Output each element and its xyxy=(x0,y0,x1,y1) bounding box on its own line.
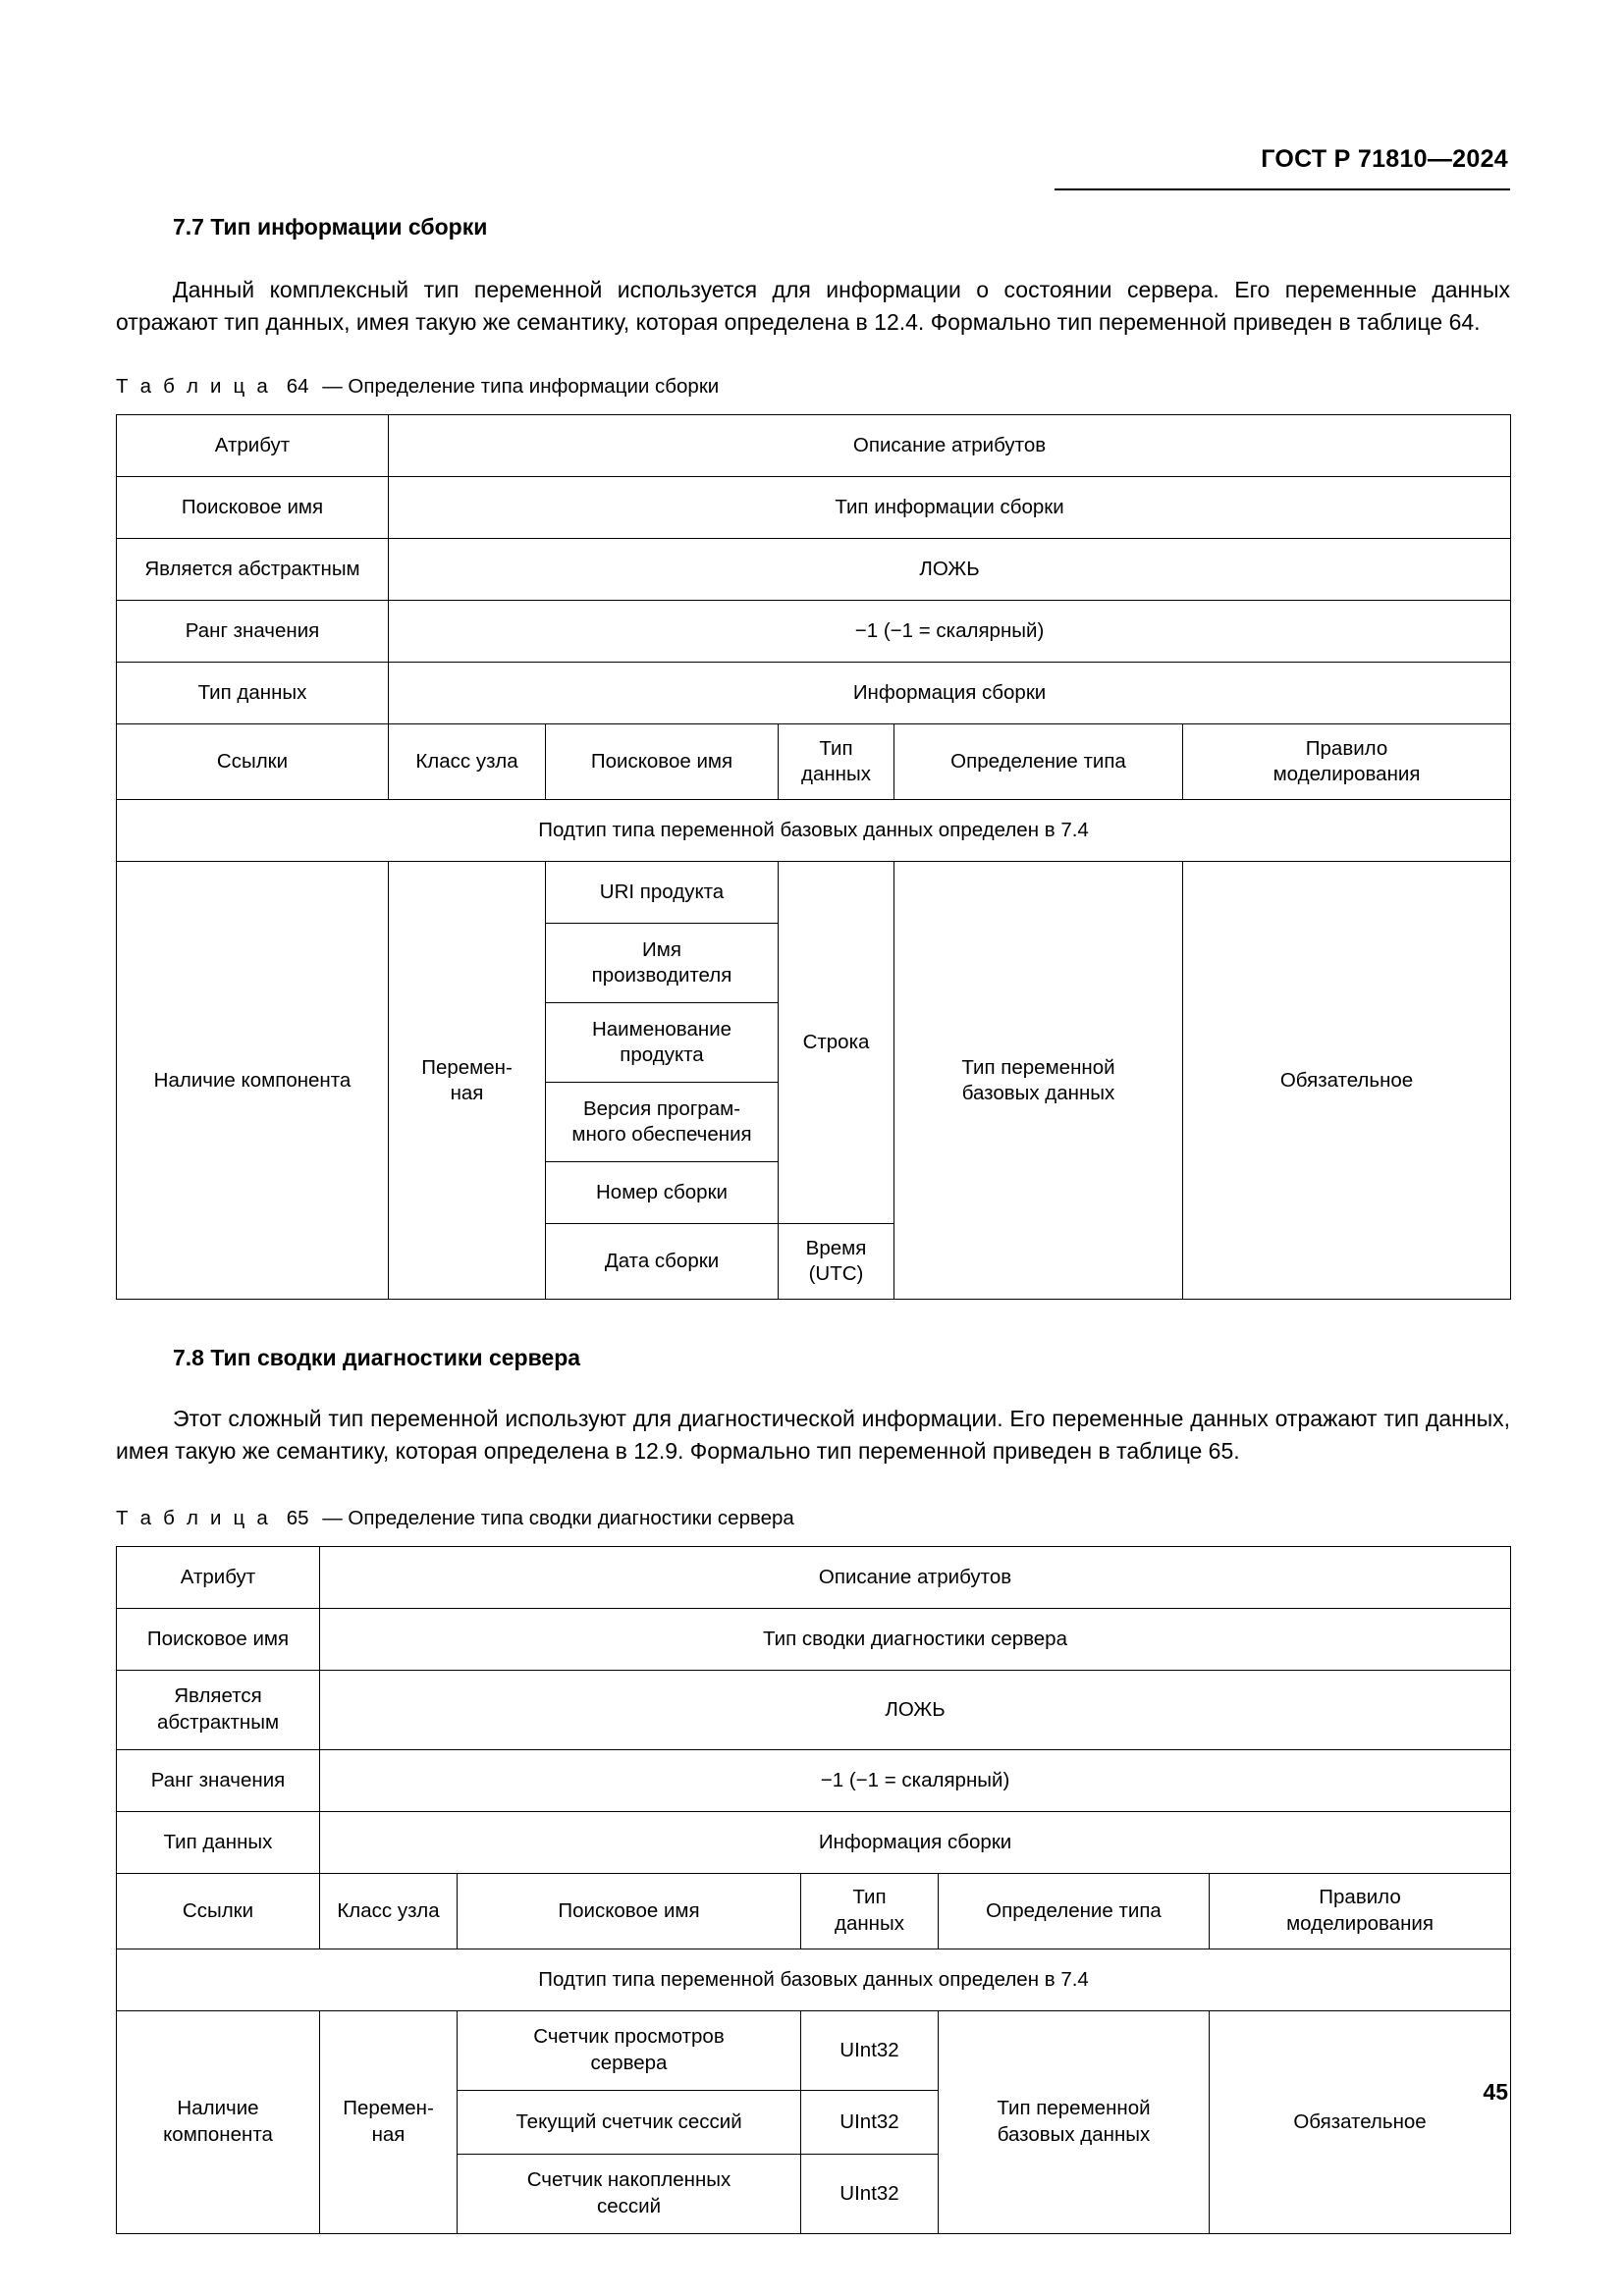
table-row xyxy=(117,1608,1511,1670)
table-65 xyxy=(116,1546,1511,2234)
node-class-line2: ная xyxy=(371,2122,406,2146)
data-type-line1: Время xyxy=(805,1237,867,1260)
subtype-note: Подтип типа переменной базовых данных определен в 7.4 xyxy=(117,800,1511,862)
modelling-rule-value: Обязательное xyxy=(1210,2010,1511,2233)
attr-label: Поисковое имя xyxy=(117,1608,320,1670)
subheader-browse-name: Поисковое имя xyxy=(546,724,779,800)
attr-value: −1 (−1 = скалярный) xyxy=(320,1749,1511,1811)
type-definition-line2: базовых данных xyxy=(961,1081,1115,1104)
component-label-line2: компонента xyxy=(163,2122,273,2146)
subheader-modelling-rule xyxy=(1210,1873,1511,1949)
attr-label: Поисковое имя xyxy=(117,477,389,539)
table-row xyxy=(117,1749,1511,1811)
attr-value: Тип информации сборки xyxy=(389,477,1511,539)
subheader-browse-name: Поисковое имя xyxy=(458,1873,801,1949)
section-title-7-8: 7.8 Тип сводки диагностики сервера xyxy=(173,1345,581,1371)
browse-name-value: Дата сборки xyxy=(546,1224,779,1300)
section-paragraph-7-8: Этот сложный тип переменной используют для диагностической информации. Его переменные данных отражают тип данных, имея такую же семантику, которая определена в 12.9. Формально тип переменной приведен в таблице 65. xyxy=(116,1406,1510,1464)
table-subheader-row xyxy=(117,724,1511,800)
attr-value: Информация сборки xyxy=(389,663,1511,724)
browse-name-line2: производителя xyxy=(591,964,732,988)
section-title-7-7: 7.7 Тип информации сборки xyxy=(173,214,488,240)
browse-name-value: URI продукта xyxy=(546,862,779,924)
browse-name-line1: Имя xyxy=(642,938,681,962)
component-label-line1: Наличие xyxy=(177,2097,259,2120)
table-row xyxy=(117,862,1511,924)
node-class-line1: Перемен- xyxy=(343,2097,434,2120)
browse-name-line1: Версия програм- xyxy=(582,1097,741,1121)
table-note-row xyxy=(117,800,1511,862)
component-label xyxy=(117,2010,320,2233)
subheader-modelling-rule-line2: моделирования xyxy=(1286,1911,1434,1935)
table-row xyxy=(117,1811,1511,1873)
table-subheader-row xyxy=(117,1873,1511,1949)
table-caption-word: Т а б л и ц а xyxy=(116,375,271,399)
table-65-caption xyxy=(116,1507,1510,1530)
table-caption-text: — Определение типа сводки диагностики сервера xyxy=(322,1506,794,1529)
browse-name-line2: сервера xyxy=(590,2051,668,2074)
attr-value: −1 (−1 = скалярный) xyxy=(389,601,1511,663)
attr-label: Атрибут xyxy=(117,415,389,477)
subheader-node-class: Класс узла xyxy=(389,724,546,800)
attr-value: ЛОЖЬ xyxy=(320,1670,1511,1749)
table-row xyxy=(117,415,1511,477)
data-type-line2: (UTC) xyxy=(808,1262,864,1286)
table-64-caption xyxy=(116,375,1510,399)
subheader-modelling-rule xyxy=(1183,724,1511,800)
browse-name-line2: продукта xyxy=(620,1043,704,1067)
browse-name-value xyxy=(546,1003,779,1083)
table-row xyxy=(117,1670,1511,1749)
table-caption-number: 65 xyxy=(286,1506,309,1529)
browse-name-value: Текущий счетчик сессий xyxy=(458,2090,801,2154)
component-label: Наличие компонента xyxy=(117,862,389,1300)
attr-label: Тип данных xyxy=(117,663,389,724)
table-row xyxy=(117,2010,1511,2090)
browse-name-value xyxy=(458,2010,801,2090)
subheader-modelling-rule-line1: Правило xyxy=(1305,737,1388,761)
data-type-value: Строка xyxy=(779,862,894,1224)
data-type-value xyxy=(779,1224,894,1300)
attr-label: Ранг значения xyxy=(117,601,389,663)
attr-label: Ранг значения xyxy=(117,1749,320,1811)
attr-value: ЛОЖЬ xyxy=(389,539,1511,601)
attr-label: Является абстрактным xyxy=(117,539,389,601)
table-row xyxy=(117,601,1511,663)
attr-label-line2: абстрактным xyxy=(156,1710,280,1734)
data-type-value: UInt32 xyxy=(801,2090,939,2154)
type-definition-value xyxy=(894,862,1183,1300)
browse-name-value: Номер сборки xyxy=(546,1162,779,1224)
subheader-data-type-line1: Тип xyxy=(852,1886,887,1909)
subheader-data-type-line2: данных xyxy=(835,1911,904,1935)
table-row xyxy=(117,477,1511,539)
node-class-value xyxy=(389,862,546,1300)
browse-name-line1: Счетчик накопленных xyxy=(526,2168,731,2192)
table-caption-text: — Определение типа информации сборки xyxy=(322,375,720,399)
node-class-line2: ная xyxy=(450,1081,484,1104)
browse-name-value xyxy=(458,2154,801,2233)
subheader-data-type-line2: данных xyxy=(801,763,871,786)
type-definition-line1: Тип переменной xyxy=(997,2097,1151,2120)
subheader-data-type-line1: Тип xyxy=(819,737,853,761)
page-number: 45 xyxy=(1483,2079,1508,2105)
browse-name-line2: сессий xyxy=(596,2194,662,2217)
attr-value: Описание атрибутов xyxy=(320,1546,1511,1608)
type-definition-line2: базовых данных xyxy=(997,2122,1151,2146)
attr-label-line1: Является xyxy=(174,1684,262,1708)
data-type-value: UInt32 xyxy=(801,2154,939,2233)
subtype-note: Подтип типа переменной базовых данных определен в 7.4 xyxy=(117,1949,1511,2010)
browse-name-line1: Счетчик просмотров xyxy=(533,2025,725,2049)
section-paragraph-7-7: Данный комплексный тип переменной используется для информации о состоянии сервера. Его переменные данных отражают тип данных, имея такую же семантику, которая определена в 12.4. Формально тип переменной приведен в таблице 64. xyxy=(116,277,1510,335)
browse-name-value xyxy=(546,924,779,1003)
subheader-node-class: Класс узла xyxy=(320,1873,458,1949)
attr-label xyxy=(117,1670,320,1749)
browse-name-line2: много обеспечения xyxy=(571,1123,752,1147)
subheader-data-type xyxy=(779,724,894,800)
attr-label: Тип данных xyxy=(117,1811,320,1873)
attr-value: Информация сборки xyxy=(320,1811,1511,1873)
browse-name-value xyxy=(546,1083,779,1162)
attr-value: Тип сводки диагностики сервера xyxy=(320,1608,1511,1670)
subheader-modelling-rule-line2: моделирования xyxy=(1272,763,1421,786)
subheader-modelling-rule-line1: Правило xyxy=(1319,1886,1401,1909)
node-class-line1: Перемен- xyxy=(421,1055,513,1079)
table-64 xyxy=(116,414,1511,1300)
node-class-value xyxy=(320,2010,458,2233)
table-caption-number: 64 xyxy=(286,375,309,399)
subheader-data-type xyxy=(801,1873,939,1949)
table-row xyxy=(117,539,1511,601)
attr-value: Описание атрибутов xyxy=(389,415,1511,477)
subheader-references: Ссылки xyxy=(117,724,389,800)
table-caption-word: Т а б л и ц а xyxy=(116,1506,271,1529)
table-row xyxy=(117,663,1511,724)
subheader-references: Ссылки xyxy=(117,1873,320,1949)
type-definition-value xyxy=(939,2010,1210,2233)
subheader-type-definition: Определение типа xyxy=(894,724,1183,800)
subheader-type-definition: Определение типа xyxy=(939,1873,1210,1949)
browse-name-line1: Наименование xyxy=(591,1018,732,1041)
page-header-standard: ГОСТ Р 71810—2024 xyxy=(1261,145,1508,173)
modelling-rule-value: Обязательное xyxy=(1183,862,1511,1300)
table-note-row xyxy=(117,1949,1511,2010)
data-type-value: UInt32 xyxy=(801,2010,939,2090)
header-rule xyxy=(1055,188,1510,190)
attr-label: Атрибут xyxy=(117,1546,320,1608)
type-definition-line1: Тип переменной xyxy=(961,1055,1115,1079)
table-row xyxy=(117,1546,1511,1608)
